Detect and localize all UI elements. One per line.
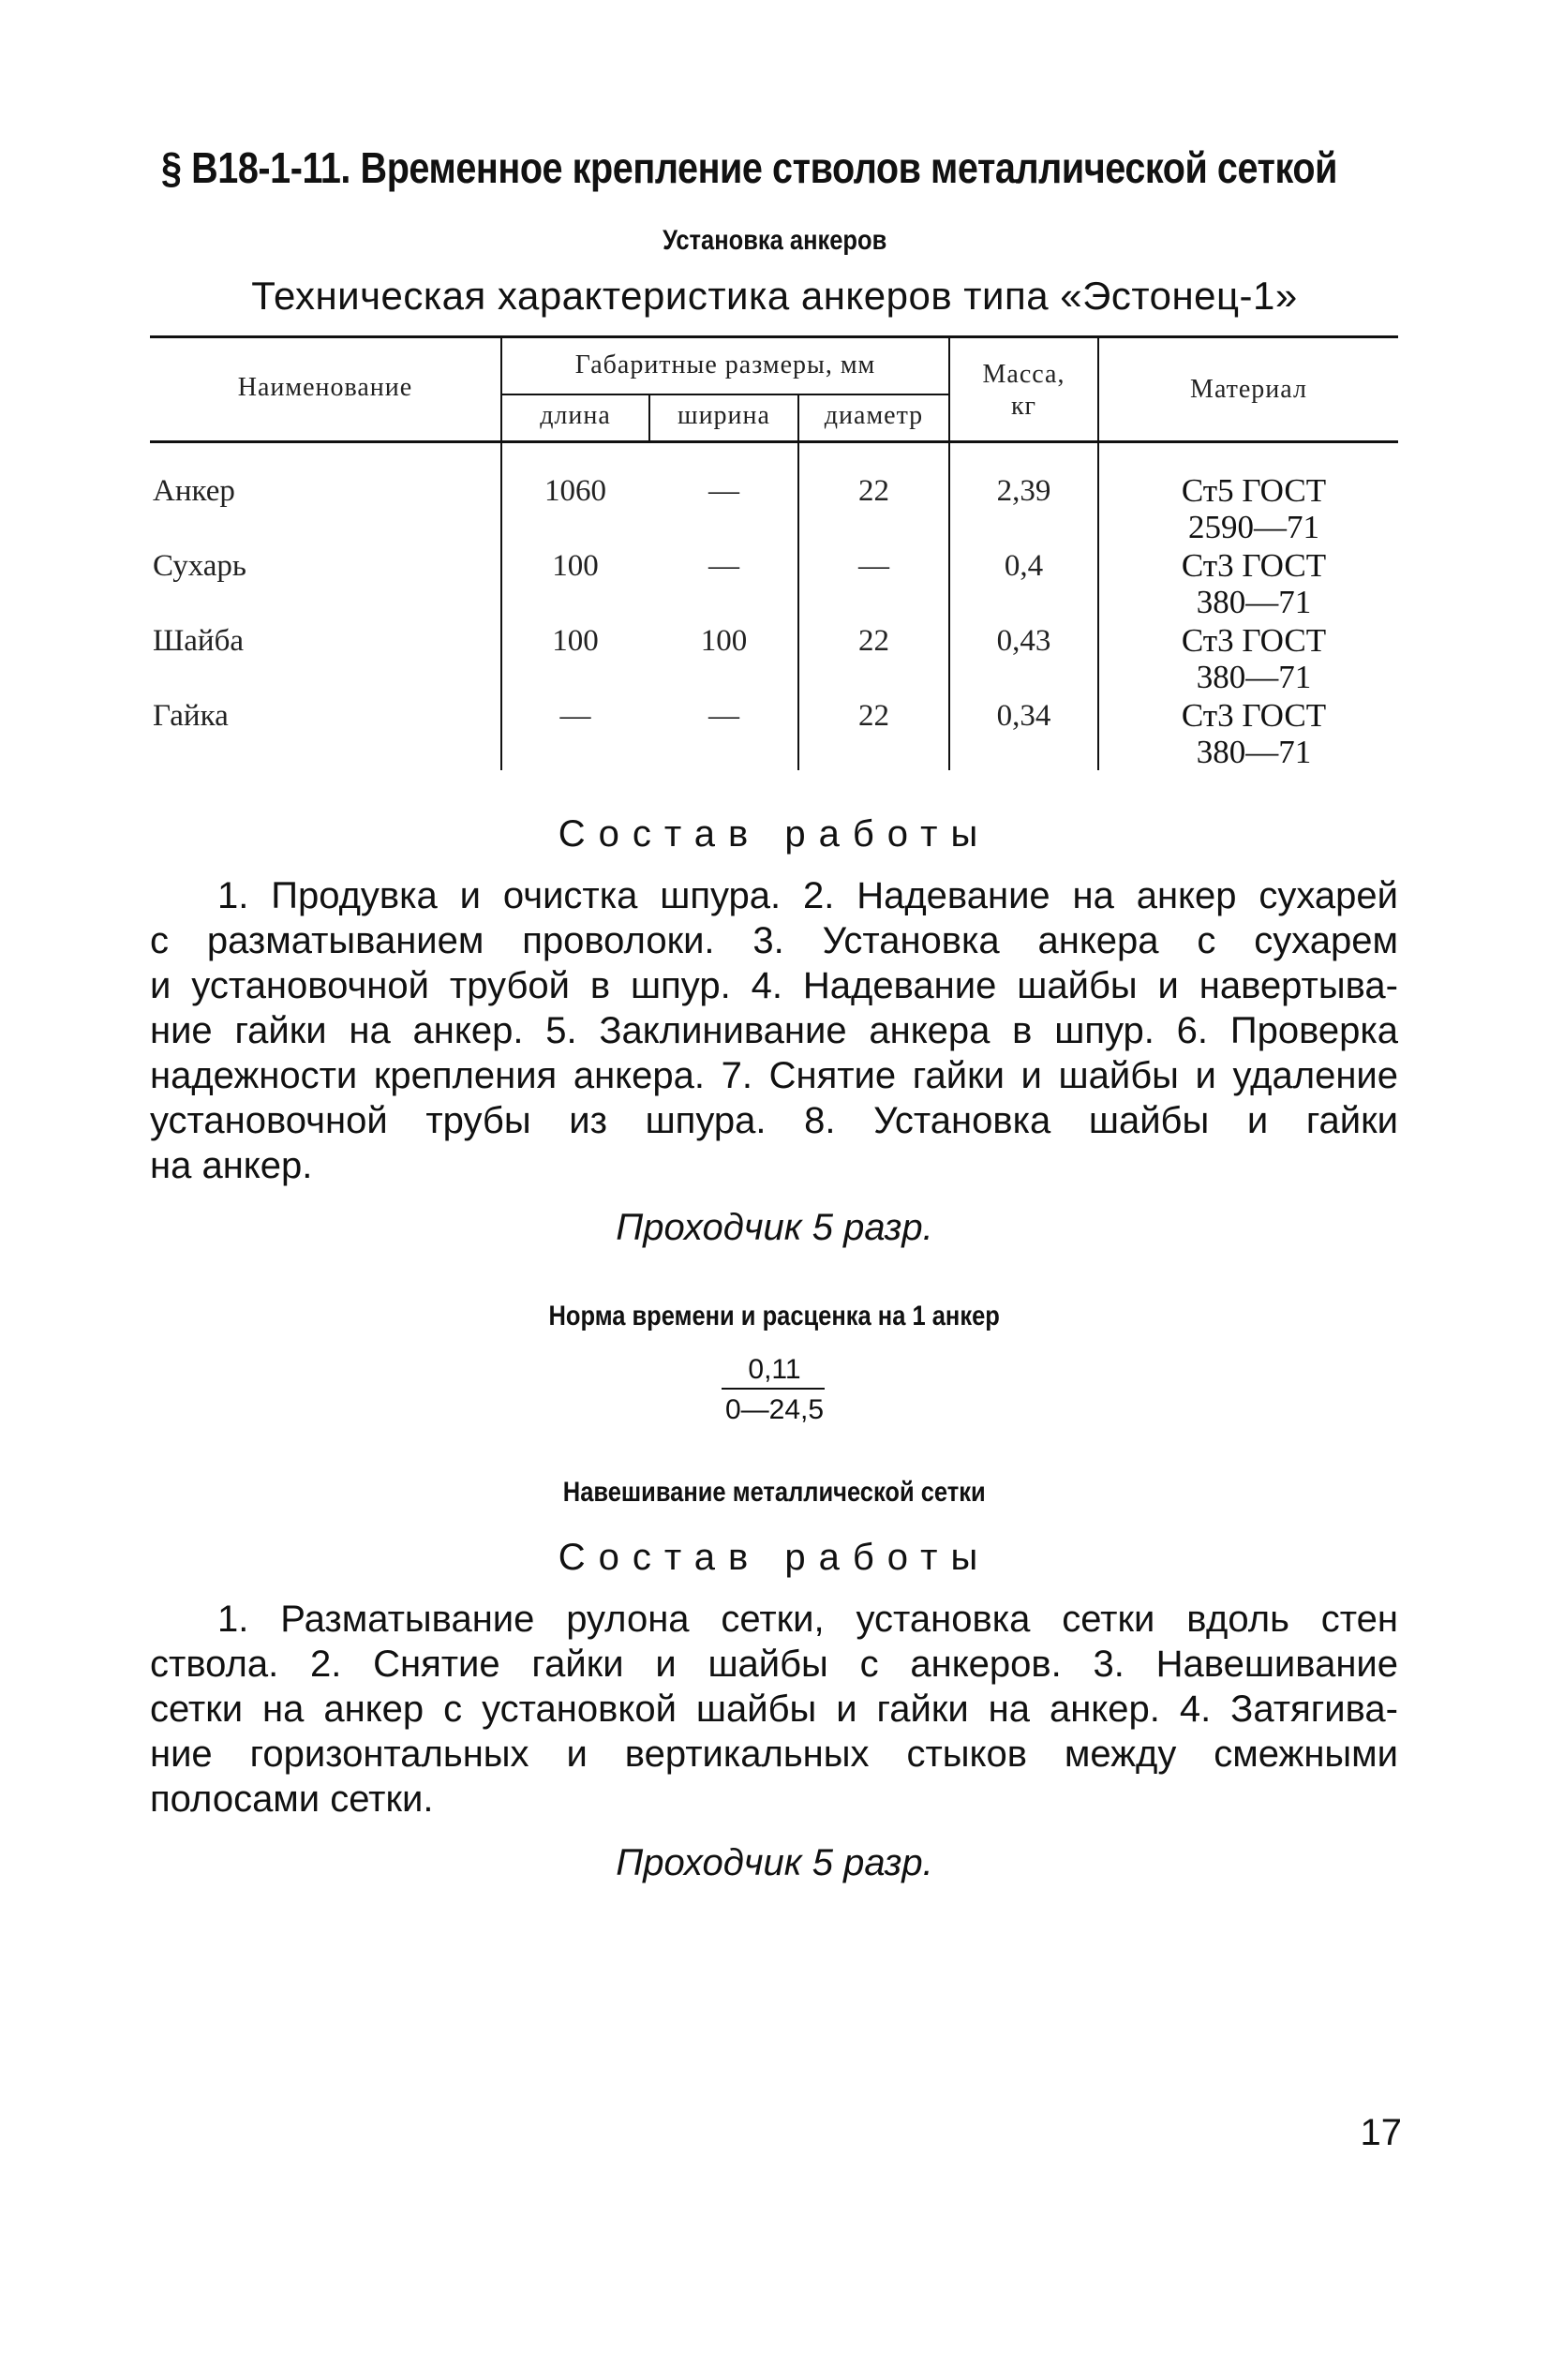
table-cell-width: 100 [700, 624, 748, 658]
table-cell-length: 100 [552, 549, 599, 583]
header-length: длина [540, 401, 611, 430]
table-cell-material: Ст3 ГОСТ 380—71 [1181, 622, 1327, 695]
header-material: Материал [1190, 375, 1307, 404]
work-composition-text: 1. Продувка и очистка шпура. 2. Надевание на анкер сухарей с разматыванием проволоки. 3. Установка анкера с сухарем и установочной трубой в шпур. 4. Надевание шайбы и навертыва- ние гайки на анкер. 5. Заклинивание анкера в шпур. 6. Проверка надежности крепления анкера. 7. Снятие гайки и шайбы и удаление установочной трубы из шпура. 8. Установка шайбы и гайки на анкер. [150, 875, 1398, 1186]
table-cell-diameter: — [858, 549, 889, 583]
table-cell-mass: 2,39 [996, 474, 1051, 508]
work-composition-heading: Состав работы [558, 1537, 991, 1578]
header-mass: Масса, [982, 360, 1065, 389]
table-header-rule [150, 440, 1398, 443]
table-caption: Техническая характеристика анкеров типа «Эстонец-1» [251, 274, 1298, 318]
norm-denominator: 0—24,5 [724, 1394, 825, 1425]
table-cell-mass: 0,4 [1004, 549, 1044, 583]
header-diameter: диаметр [824, 401, 924, 430]
table-cell-diameter: 22 [858, 624, 889, 658]
table-cell-length: 1060 [544, 474, 606, 508]
page-number: 17 [1360, 2112, 1402, 2153]
header-dimensions: Габаритные размеры, мм [574, 350, 876, 379]
table-cell-width: — [708, 549, 739, 583]
table-cell-diameter: 22 [858, 699, 889, 733]
dims-subheader-rule [501, 394, 949, 395]
table-row-name: Шайба [153, 624, 245, 658]
table-cell-mass: 0,34 [996, 699, 1051, 733]
worker-grade: Проходчик 5 разр. [616, 1207, 933, 1248]
table-cell-diameter: 22 [858, 474, 889, 508]
subsection-heading-anchors: Установка анкеров [662, 225, 887, 256]
table-cell-width: — [708, 474, 739, 508]
table-cell-material: Ст3 ГОСТ 380—71 [1181, 547, 1327, 620]
section-title: § В18-1-11. Временное крепление стволов металлической сеткой [161, 143, 1337, 192]
table-row-name: Сухарь [153, 549, 246, 583]
fraction-bar [722, 1388, 825, 1390]
table-cell-length: 100 [552, 624, 599, 658]
norm-heading: Норма времени и расценка на 1 анкер [548, 1301, 1001, 1331]
norm-numerator: 0,11 [748, 1354, 801, 1385]
table-cell-material: Ст5 ГОСТ 2590—71 [1181, 472, 1327, 545]
table-cell-material: Ст3 ГОСТ 380—71 [1181, 697, 1327, 770]
table-cell-length: — [559, 699, 591, 733]
table-row-name: Гайка [153, 699, 229, 733]
table-cell-mass: 0,43 [996, 624, 1051, 658]
table-top-rule [150, 335, 1398, 338]
header-name: Наименование [237, 373, 413, 402]
header-width: ширина [678, 401, 770, 430]
worker-grade: Проходчик 5 разр. [616, 1842, 933, 1883]
work-composition-heading: Состав работы [558, 813, 991, 855]
table-row-name: Анкер [153, 474, 235, 508]
table-cell-width: — [708, 699, 739, 733]
subsection-heading-mesh: Навешивание металлической сетки [563, 1477, 986, 1508]
header-mass-unit: кг [1010, 392, 1037, 421]
work-composition-text: 1. Разматывание рулона сетки, установка сетки вдоль стен ствола. 2. Снятие гайки и шайбы с анкеров. 3. Навешивание сетки на анкер с установкой шайбы и гайки на анкер. 4. Затягива- ние горизонтальных и вертикальных стыков между смежными полосами сетки. [150, 1599, 1398, 1820]
